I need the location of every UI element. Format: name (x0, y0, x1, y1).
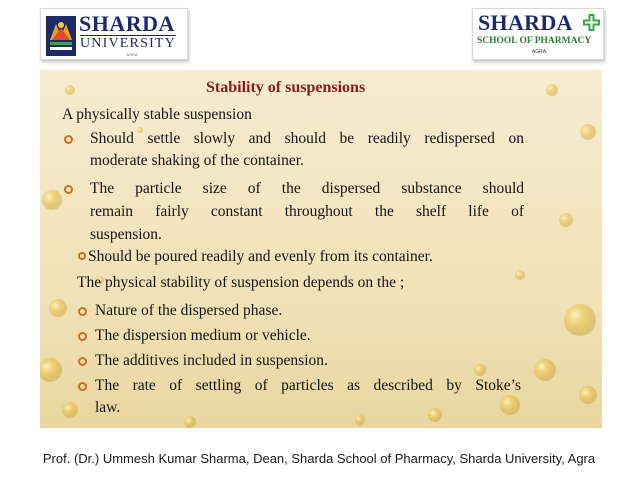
logo-right-name: SHARDA (478, 10, 573, 35)
bullet-icon (78, 307, 87, 316)
green-cross-icon (583, 14, 600, 31)
bullet-2-line-3: suspension. (90, 226, 162, 243)
depends-text: The physical stability of suspension depends on the ; (77, 274, 405, 291)
sharda-university-logo (40, 8, 188, 60)
bullet-3-text: Should be poured readily and evenly from its container. (88, 248, 433, 265)
factor-4-line-2: law. (95, 399, 121, 416)
factor-4-line-1: The rate of settling of particles as described by Stoke’s (95, 377, 521, 394)
bullet-2-line-1: The particle size of the dispersed substance should (90, 180, 524, 197)
logo-left-name: SHARDA (79, 11, 175, 36)
bullet-1-line-2: moderate shaking of the container. (90, 152, 304, 169)
bullet-icon (78, 332, 87, 341)
logo-left-place: AGRA (126, 52, 138, 57)
bullet-icon (64, 135, 73, 144)
logo-right-subtitle: SCHOOL OF PHARMACY (477, 36, 592, 46)
logo-right-place: AGRA (531, 49, 547, 55)
university-emblem-icon (46, 16, 76, 56)
bullet-icon (78, 382, 87, 391)
factor-1: Nature of the dispersed phase. (95, 302, 283, 319)
bullet-2-line-2: remain fairly constant throughout the shelf life of (90, 203, 524, 220)
slide-title: Stability of suspensions (206, 79, 366, 96)
footer-credit: Prof. (Dr.) Ummesh Kumar Sharma, Dean, Sharda School of Pharmacy, Sharda University, Agra (42, 451, 596, 466)
slide-panel (40, 70, 602, 428)
bullet-icon (78, 357, 87, 366)
bullet-icon (78, 252, 86, 260)
factor-2: The dispersion medium or vehicle. (95, 327, 311, 344)
bullet-icon (64, 185, 73, 194)
bullet-1-line-1: Should settle slowly and should be readily redispersed on (90, 130, 524, 147)
logo-left-subtitle: UNIVERSITY (80, 36, 176, 51)
intro-text: A physically stable suspension (62, 106, 252, 123)
sharda-pharmacy-logo (472, 8, 604, 60)
factor-3: The additives included in suspension. (95, 352, 328, 369)
